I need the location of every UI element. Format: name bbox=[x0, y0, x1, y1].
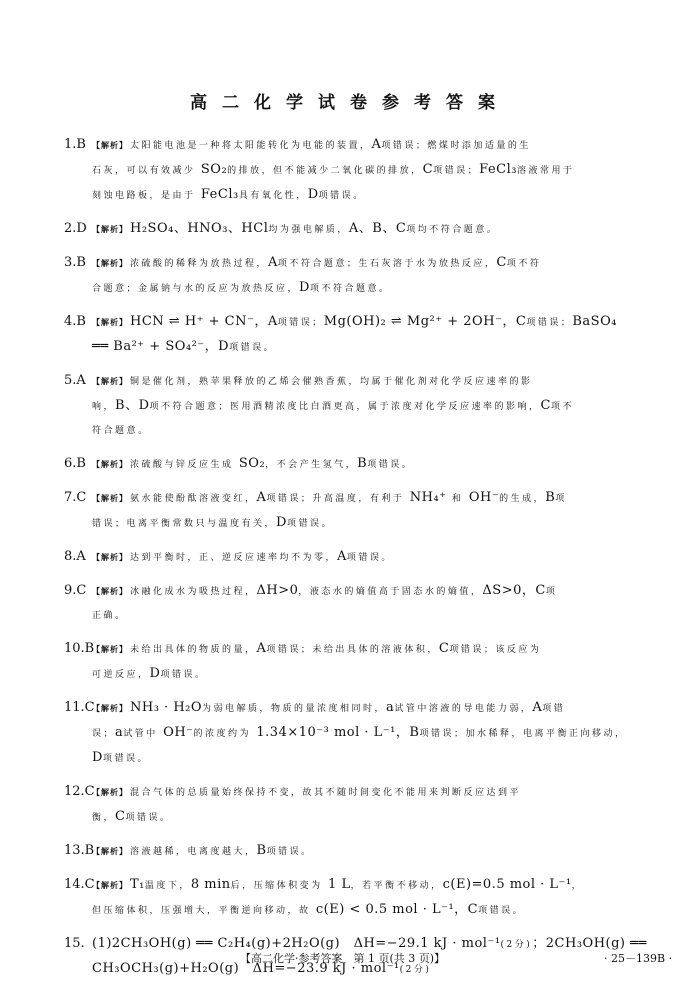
explanation-text: 项错误；加水稀释，电离平衡正向移动， bbox=[419, 729, 627, 739]
explanation-text: 溶液越稀，电离度越大， bbox=[130, 847, 257, 857]
answer-number: 7.C bbox=[64, 490, 87, 505]
explanation-text: 衡， bbox=[92, 813, 116, 823]
formula-text: A、B、C bbox=[348, 221, 407, 236]
explanation-text: 项不 bbox=[550, 402, 574, 412]
formula-text: a bbox=[386, 700, 395, 715]
explanation-text: 铜是催化剂，熟苹果释放的乙烯会催熟香蕉，均属于催化剂对化学反应速率的影 bbox=[130, 377, 533, 387]
answer-number: 13.B bbox=[64, 843, 95, 858]
explanation-text: (2分) bbox=[500, 940, 533, 950]
answer-line bbox=[92, 662, 652, 687]
explanation-text: 项错误；未给出具体的溶液体积， bbox=[266, 645, 439, 655]
formula-text: ══ Ba²⁺ + SO₄²⁻，D bbox=[92, 339, 230, 354]
formula-text: FeCl₃ bbox=[479, 162, 517, 177]
answer-item bbox=[64, 217, 652, 242]
formula-text: SO₂ bbox=[238, 456, 266, 471]
formula-text: A bbox=[256, 490, 267, 505]
formula-text: A bbox=[532, 700, 543, 715]
answer-number: 15. bbox=[64, 936, 85, 951]
answer-line bbox=[92, 898, 652, 923]
explanation-text: 的浓度约为 bbox=[193, 729, 257, 739]
explanation-text: 温度下， bbox=[144, 881, 191, 891]
answer-number: 11.C bbox=[64, 700, 95, 715]
formula-text: C bbox=[540, 398, 551, 413]
answer-line bbox=[92, 394, 652, 419]
explanation-text: 项错误。 bbox=[229, 343, 276, 353]
answer-item bbox=[64, 579, 652, 628]
formula-text: OH⁻ bbox=[468, 490, 500, 505]
formula-text: B bbox=[357, 456, 368, 471]
formula-text: D bbox=[149, 666, 161, 681]
answer-line bbox=[92, 158, 652, 183]
answer-item bbox=[64, 251, 652, 301]
analysis-tag: 【解析】 bbox=[92, 703, 128, 713]
answer-line bbox=[92, 251, 652, 276]
explanation-text: 项不符合题意；医用酒精浓度比白酒更高，属于浓度对化学反应速率的影响， bbox=[149, 402, 541, 412]
answer-item bbox=[64, 133, 652, 208]
answer-line bbox=[92, 369, 652, 394]
answer-line bbox=[92, 217, 652, 242]
formula-text: HCN ⇌ H⁺ + CN⁻，A bbox=[130, 314, 278, 329]
formula-text: D bbox=[307, 187, 319, 202]
analysis-tag: 【解析】 bbox=[92, 552, 128, 562]
formula-text: CH₃OCH₃(g)+H₂O(g) ΔH=−23.9 kJ · mol⁻¹ bbox=[92, 961, 400, 976]
explanation-text: 合题意；金属钠与水的反应为放热反应， bbox=[92, 284, 300, 294]
answer-line bbox=[92, 486, 652, 511]
formula-text: A bbox=[256, 641, 267, 656]
explanation-text: 均为强电解质， bbox=[268, 225, 349, 235]
explanation-text: 错误；电离平衡常数只与温度有关， bbox=[92, 519, 277, 529]
formula-text: D bbox=[92, 750, 103, 765]
answer-line bbox=[92, 805, 652, 830]
explanation-text: 项不符合题意；生石灰溶于水为放热反应， bbox=[277, 259, 497, 269]
formula-text: B、D bbox=[115, 398, 150, 413]
answer-number: 2.D bbox=[64, 221, 87, 236]
explanation-text: 试管中 bbox=[123, 729, 164, 739]
explanation-text: 的排放，但不能减少二氧化碳的排放， bbox=[227, 166, 423, 176]
explanation-text: 为弱电解质，物质的量浓度相同时， bbox=[202, 704, 387, 714]
analysis-tag: 【解析】 bbox=[92, 376, 128, 386]
explanation-text: 氨水能使酚酞溶液变红， bbox=[130, 494, 257, 504]
formula-text: c(E)=0.5 mol · L⁻¹ bbox=[442, 877, 572, 892]
explanation-text: 项错误。 bbox=[125, 813, 172, 823]
answer-item bbox=[64, 310, 652, 360]
formula-text: NH₄⁺ bbox=[409, 490, 447, 505]
answer-line bbox=[92, 637, 652, 662]
explanation-text: 项错 bbox=[542, 704, 566, 714]
explanation-text: ，不会产生氢气， bbox=[265, 460, 358, 470]
answer-item bbox=[64, 545, 652, 570]
explanation-text: 项错误；该反应为 bbox=[449, 645, 542, 655]
answer-line bbox=[92, 452, 652, 477]
analysis-tag: 【解析】 bbox=[92, 586, 128, 596]
answer-item bbox=[64, 369, 652, 443]
answer-number: 10.B bbox=[64, 641, 95, 656]
analysis-tag: 【解析】 bbox=[92, 493, 128, 503]
explanation-text: 溶液常用于 bbox=[516, 166, 575, 176]
explanation-text: ， bbox=[571, 881, 584, 891]
formula-text: ；2CH₃OH(g) ══ bbox=[532, 936, 647, 951]
answer-number: 9.C bbox=[64, 583, 87, 598]
explanation-text: 项错误。 bbox=[318, 191, 365, 201]
analysis-tag: 【解析】 bbox=[92, 644, 128, 654]
answer-item bbox=[64, 452, 652, 477]
formula-text: (1)2CH₃OH(g) ══ C₂H₄(g)+2H₂O(g) ΔH=−29.1 kJ · mol⁻¹ bbox=[92, 936, 501, 951]
formula-text: A bbox=[337, 549, 347, 564]
explanation-text: 项不符合题意。 bbox=[309, 284, 391, 294]
analysis-tag: 【解析】 bbox=[92, 787, 128, 797]
explanation-text: 混合气体的总质量始终保持不变，故其不随时间变化不能用来判断反应达到平 bbox=[130, 788, 522, 798]
explanation-text: 项错误； bbox=[277, 318, 324, 328]
explanation-text: 项错误。 bbox=[346, 553, 393, 563]
answer-line bbox=[92, 873, 652, 898]
explanation-text: 具有氧化性， bbox=[238, 191, 308, 201]
formula-text: C bbox=[496, 255, 507, 270]
answer-number: 14.C bbox=[64, 877, 95, 892]
explanation-text: 石灰，可以有效减少 bbox=[92, 166, 201, 176]
explanation-text: 和 bbox=[446, 494, 469, 504]
answer-item bbox=[64, 486, 652, 536]
answer-item bbox=[64, 873, 652, 923]
answer-line bbox=[92, 335, 652, 360]
explanation-text: 项错误。 bbox=[367, 460, 414, 470]
answer-number: 6.B bbox=[64, 456, 86, 471]
formula-text: C bbox=[438, 641, 450, 656]
analysis-tag: 【解析】 bbox=[92, 317, 128, 327]
explanation-text: 项错误。 bbox=[160, 670, 207, 680]
formula-text: 1 L bbox=[328, 877, 351, 892]
formula-text: ΔS>0，C bbox=[482, 583, 546, 598]
formula-text: c(E) < 0.5 mol · L⁻¹，C bbox=[315, 902, 479, 917]
answer-line bbox=[92, 696, 652, 721]
explanation-text: 冰融化成水为吸热过程， bbox=[130, 587, 257, 597]
formula-text: FeCl₃ bbox=[200, 187, 239, 202]
formula-text: SO₂ bbox=[200, 162, 228, 177]
explanation-text: 项 bbox=[545, 587, 558, 597]
explanation-text: (2分) bbox=[399, 965, 432, 975]
analysis-tag: 【解析】 bbox=[92, 880, 128, 890]
explanation-text: 项错误。 bbox=[102, 754, 149, 764]
explanation-text: 项错误。 bbox=[478, 906, 525, 916]
explanation-text: 后，压缩体积变为 bbox=[230, 881, 329, 891]
answer-item bbox=[64, 780, 652, 830]
analysis-tag: 【解析】 bbox=[92, 846, 128, 856]
answer-line bbox=[92, 183, 652, 208]
formula-text: D bbox=[299, 280, 310, 295]
answer-line bbox=[92, 839, 652, 864]
formula-text: 1.34×10⁻³ mol · L⁻¹，B bbox=[256, 725, 420, 740]
footer-code: · 25－139B · bbox=[604, 952, 673, 965]
explanation-text: 响， bbox=[92, 402, 116, 412]
analysis-tag: 【解析】 bbox=[92, 459, 128, 469]
formula-text: a bbox=[115, 725, 124, 740]
formula-text: C bbox=[115, 809, 126, 824]
explanation-text: 可逆反应， bbox=[92, 670, 150, 680]
analysis-tag: 【解析】 bbox=[92, 224, 128, 234]
explanation-text: 太阳能电池是一种将太阳能转化为电能的装置， bbox=[130, 141, 372, 151]
answer-line bbox=[92, 780, 652, 805]
analysis-tag: 【解析】 bbox=[92, 140, 128, 150]
explanation-text: 的生成， bbox=[499, 494, 546, 504]
answer-line bbox=[92, 721, 652, 746]
formula-text: 8 min bbox=[190, 877, 231, 892]
formula-text: T₁ bbox=[130, 877, 145, 892]
answer-line bbox=[92, 604, 652, 628]
formula-text: B bbox=[545, 490, 556, 505]
analysis-tag: 【解析】 bbox=[92, 258, 128, 268]
answer-number: 4.B bbox=[64, 314, 86, 329]
answer-number: 12.C bbox=[64, 784, 95, 799]
formula-text: A bbox=[371, 137, 382, 152]
answer-item bbox=[64, 839, 652, 864]
answer-line bbox=[92, 276, 652, 301]
answer-list bbox=[64, 133, 652, 991]
explanation-text: 浓硫酸的稀释为放热过程， bbox=[130, 259, 269, 269]
explanation-text: ，液态水的熵值高于固态水的熵值， bbox=[298, 587, 483, 597]
formula-text: D bbox=[276, 515, 287, 530]
answer-number: 3.B bbox=[64, 255, 86, 270]
answer-line bbox=[92, 133, 652, 158]
explanation-text: 项均不符合题意。 bbox=[406, 225, 499, 235]
explanation-text: 项错误； bbox=[433, 166, 480, 176]
explanation-text: 项 bbox=[555, 494, 567, 504]
explanation-text: 项错误。 bbox=[286, 519, 333, 529]
explanation-text: 项错误；燃煤时添加适量的生 bbox=[381, 141, 531, 151]
page-title: 高二化学试卷参考答案 bbox=[190, 93, 510, 113]
answer-number: 1.B bbox=[64, 137, 86, 152]
explanation-text: 但压缩体积，压强增大，平衡逆向移动，故 bbox=[92, 906, 316, 916]
answer-item bbox=[64, 696, 652, 771]
formula-text: H₂SO₄、HNO₃、HCl bbox=[130, 221, 269, 236]
explanation-text: 正确。 bbox=[92, 611, 127, 621]
formula-text: Mg(OH)₂ ⇌ Mg²⁺ + 2OH⁻，C bbox=[323, 314, 527, 329]
explanation-text: 误； bbox=[92, 729, 116, 739]
explanation-text: 试管中溶液的导电能力弱， bbox=[394, 704, 533, 714]
answer-line bbox=[92, 310, 652, 335]
explanation-text: 刻蚀电路板，是由于 bbox=[92, 191, 201, 201]
answer-number: 8.A bbox=[64, 549, 86, 564]
answer-number: 5.A bbox=[64, 373, 86, 388]
explanation-text: 未给出具体的物质的量， bbox=[130, 645, 257, 655]
formula-text: BaSO₄ bbox=[572, 314, 617, 329]
footer-page-info: 【高二化学·参考答案 第 1 页(共 3 页)】 bbox=[240, 952, 446, 965]
formula-text: B bbox=[256, 843, 267, 858]
answer-line bbox=[92, 419, 652, 443]
explanation-text: 浓硫酸与锌反应生成 bbox=[130, 460, 239, 470]
answer-line bbox=[92, 746, 652, 771]
explanation-text: 达到平衡时，正、逆反应速率均不为零， bbox=[130, 553, 338, 563]
explanation-text: 项错误；升高温度，有利于 bbox=[266, 494, 410, 504]
explanation-text: 符合题意。 bbox=[92, 426, 150, 436]
formula-text: ΔH>0 bbox=[256, 583, 299, 598]
answer-line bbox=[92, 511, 652, 536]
formula-text: NH₃ · H₂O bbox=[130, 700, 203, 715]
formula-text: A bbox=[268, 255, 278, 270]
answer-item bbox=[64, 637, 652, 687]
formula-text: OH⁻ bbox=[163, 725, 194, 740]
formula-text: C bbox=[422, 162, 434, 177]
explanation-text: ，若平衡不移动， bbox=[350, 881, 443, 891]
explanation-text: 项不符 bbox=[506, 259, 542, 269]
explanation-text: 项错误； bbox=[526, 318, 573, 328]
answer-line bbox=[92, 545, 652, 570]
answer-line bbox=[92, 579, 652, 604]
explanation-text: 项错误。 bbox=[266, 847, 313, 857]
